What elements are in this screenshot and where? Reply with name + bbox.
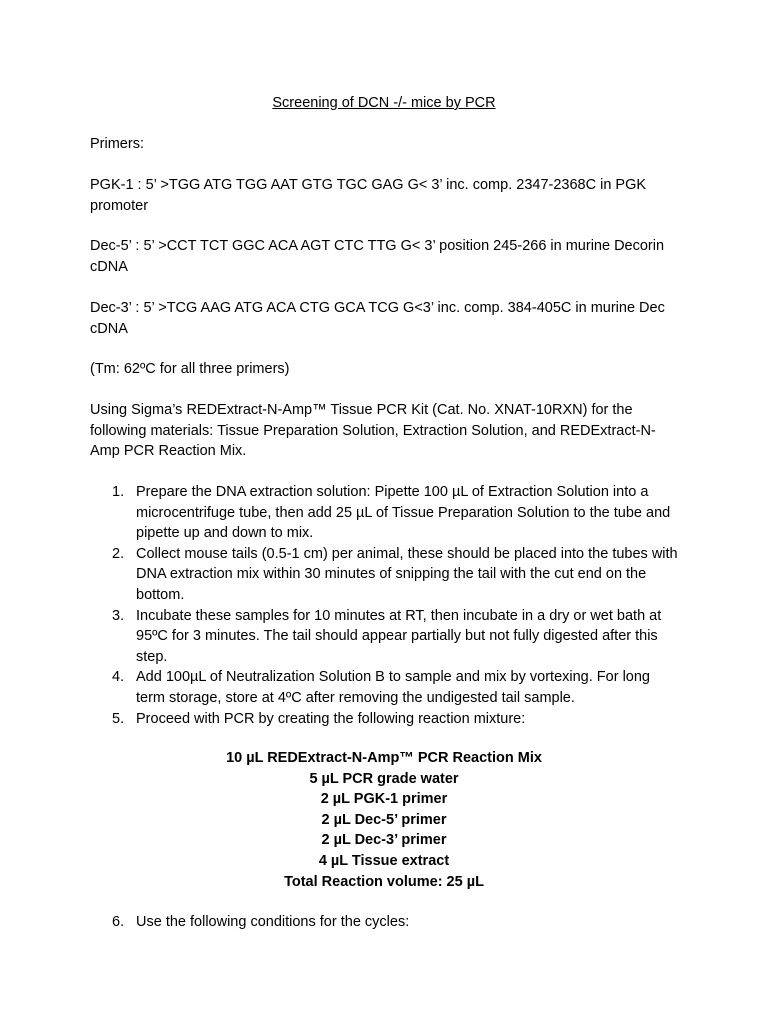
document-title: Screening of DCN -/- mice by PCR [272,95,496,111]
procedure-steps-continued [90,912,680,933]
step-number: 1. [112,484,125,500]
primers-heading: Primers: [90,136,144,152]
reaction-mix-line: 4 µL Tissue extract [318,852,450,869]
step-number: 6. [112,914,125,930]
kit-intro: Using Sigma’s REDExtract-N-Amp™ Tissue PCR Kit (Cat. No. XNAT-10RXN) for the following materials: Tissue Preparation Solution, Extraction Solution, and REDExtract-N-Amp PCR Reaction Mix. [90,402,656,460]
list-item [90,606,680,668]
tm-note: (Tm: 62ºC for all three primers) [90,361,290,377]
step-text: Prepare the DNA extraction solution: Pipette 100 µL of Extraction Solution into a microcentrifuge tube, then add 25 µL of Tissue Preparation Solution to the tube and pipette up and down to mix. [136,484,671,542]
step-text: Proceed with PCR by creating the following reaction mixture: [136,710,526,727]
step-text: Incubate these samples for 10 minutes at RT, then incubate in a dry or wet bath at 95ºC for 3 minutes. The tail should appear partially but not fully digested after this step. [136,607,662,665]
reaction-mix-line: 5 µL PCR grade water [309,770,459,787]
step-text: Collect mouse tails (0.5-1 cm) per animal, these should be placed into the tubes with DNA extraction mix within 30 minutes of snipping the tail with the cut end on the bottom. [136,545,678,603]
reaction-mix-line: 10 µL REDExtract-N-Amp™ PCR Reaction Mix [226,750,542,766]
reaction-mix-line: 2 µL Dec-5’ primer [321,811,447,828]
step-number: 2. [112,545,125,562]
primer-dec5: Dec-5’ : 5’ >CCT TCT GGC ACA AGT CTC TTG G< 3’ position 245-266 in murine Decorin cDNA [90,238,665,275]
reaction-mixture [0,748,768,892]
reaction-mix-line: 2 µL Dec-3’ primer [321,832,447,849]
primer-dec3: Dec-3’ : 5’ >TCG AAG ATG ACA CTG GCA TCG G<3’ inc. comp. 384-405C in murine Dec cDNA [90,300,665,337]
list-item [90,482,680,544]
step-number: 5. [112,710,125,727]
reaction-mix-line: 2 µL PGK-1 primer [320,791,448,808]
list-item [90,667,680,708]
list-item [90,544,680,606]
list-item [90,912,680,933]
step-text: Add 100µL of Neutralization Solution B to sample and mix by vortexing. For long term storage, store at 4ºC after removing the undigested tail sample. [136,669,650,706]
step-number: 4. [112,669,125,686]
list-item [90,709,680,730]
primer-pgk1: PGK-1 : 5’ >TGG ATG TGG AAT GTG TGC GAG G< 3’ inc. comp. 2347-2368C in PGK promoter [90,177,647,214]
step-text: Use the following conditions for the cycles: [136,914,410,930]
step-number: 3. [112,607,125,624]
procedure-steps [90,482,680,729]
reaction-mix-total: Total Reaction volume: 25 µL [284,873,484,890]
